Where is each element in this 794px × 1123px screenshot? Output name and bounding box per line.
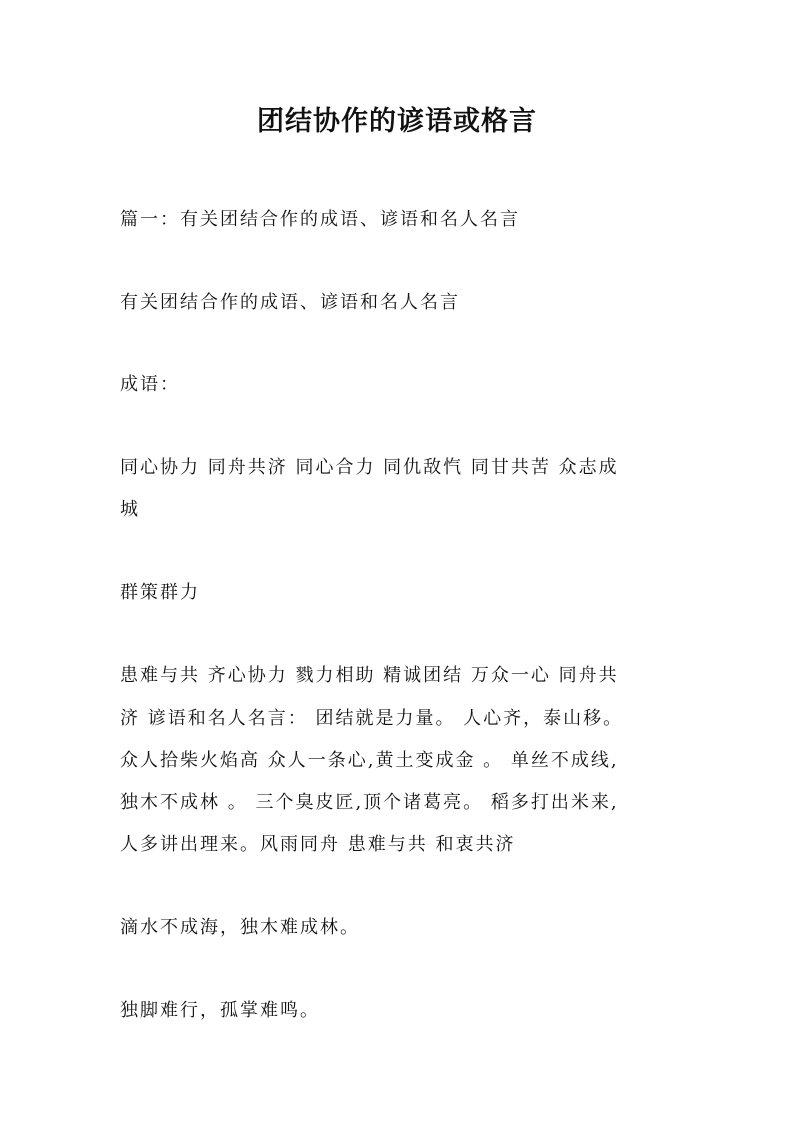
proverbs-line-2: 济 谚语和名人名言： 团结就是力量。 人心齐，泰山移。 <box>120 708 624 729</box>
proverb-drop-of-water: 滴水不成海，独木难成林。 <box>120 917 360 938</box>
idioms-line-2: 城 <box>120 499 140 520</box>
idioms-label: 成语： <box>120 374 180 395</box>
idioms-line-1: 同心协力 同舟共济 同心合力 同仇敌忾 同甘共苦 众志成 <box>120 457 619 478</box>
idioms-line-3: 群策群力 <box>120 582 200 603</box>
proverbs-line-5: 人多讲出理来。风雨同舟 患难与共 和衷共济 <box>120 834 516 855</box>
proverbs-line-4: 独木不成林 。 三个臭皮匠,顶个诸葛亮。 稻多打出米来, <box>120 792 619 813</box>
proverb-one-foot: 独脚难行，孤掌难鸣。 <box>120 1000 320 1021</box>
section-heading: 篇一：有关团结合作的成语、谚语和名人名言 <box>120 209 520 230</box>
proverbs-line-3: 众人拾柴火焰高 众人一条心,黄土变成金 。 单丝不成线, <box>120 750 619 771</box>
document-title: 团结协作的谚语或格言 <box>257 106 537 137</box>
proverbs-line-1: 患难与共 齐心协力 戮力相助 精诚团结 万众一心 同舟共 <box>120 665 619 686</box>
subheading: 有关团结合作的成语、谚语和名人名言 <box>120 292 460 313</box>
